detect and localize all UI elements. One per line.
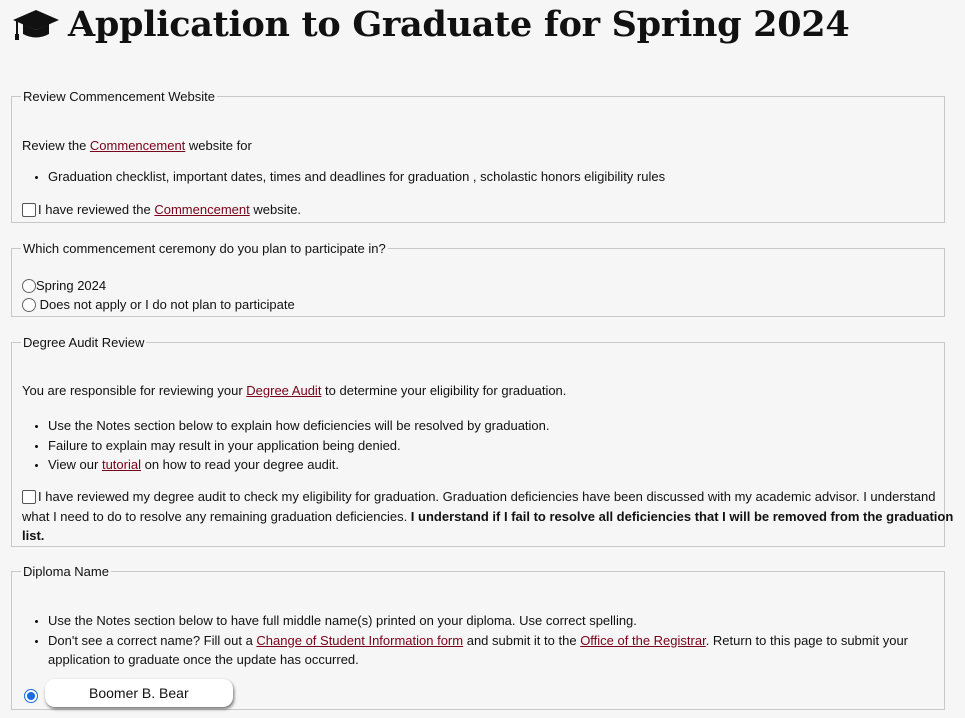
tutorial-link[interactable]: tutorial bbox=[101, 457, 141, 472]
diploma-bullets bbox=[22, 611, 908, 670]
list-item: • Don't see a correct name? Fill out a Change of Student Information form and submit it to the Office of the Registrar. Return to this page to submit your application to graduate once the update has occurred. bbox=[48, 631, 908, 670]
degree-audit-confirm-checkbox[interactable] bbox=[22, 490, 36, 504]
ceremony-radio-none[interactable] bbox=[22, 298, 36, 312]
commencement-confirm-link[interactable]: Commencement bbox=[154, 202, 250, 217]
commencement-legend: Review Commencement Website bbox=[23, 89, 215, 104]
ceremony-legend: Which commencement ceremony do you plan to participate in? bbox=[23, 241, 386, 256]
registrar-link[interactable]: Office of the Registrar bbox=[580, 632, 706, 648]
degree-audit-section bbox=[11, 335, 954, 547]
degree-audit-confirm: I have reviewed my degree audit to check my eligibility for graduation. Graduation deficiencies have been discussed with my academic advisor. I understand what I need to do to resolve any remaining graduation deficiencies. I understand if I fail to resolve all deficiencies that I will be removed from the graduation list. bbox=[22, 489, 954, 543]
ceremony-section bbox=[11, 241, 945, 317]
degree-audit-intro: You are responsible for reviewing your Degree Audit to determine your eligibility for graduation. bbox=[22, 383, 567, 398]
commencement-intro: Review the Commencement website for bbox=[22, 138, 252, 153]
degree-audit-link[interactable]: Degree Audit bbox=[246, 383, 322, 398]
commencement-confirm: I have reviewed the Commencement website. bbox=[22, 202, 301, 217]
diploma-section bbox=[11, 564, 945, 710]
page-title bbox=[12, 4, 849, 45]
diploma-legend: Diploma Name bbox=[23, 564, 109, 579]
ceremony-option-none[interactable]: Does not apply or I do not plan to participate bbox=[22, 297, 295, 312]
list-item: • View our tutorial on how to read your degree audit. bbox=[48, 455, 550, 475]
commencement-link[interactable]: Commencement bbox=[89, 138, 186, 153]
diploma-name-option[interactable]: Boomer B. Bear bbox=[45, 679, 233, 707]
page-title-text: Application to Graduate for Spring 2024 bbox=[68, 4, 850, 45]
list-item: • Use the Notes section below to explain how deficiencies will be resolved by graduation. bbox=[48, 416, 550, 436]
commencement-section bbox=[11, 89, 945, 223]
commencement-confirm-checkbox[interactable] bbox=[22, 203, 36, 217]
graduation-cap-icon bbox=[12, 7, 60, 43]
change-student-info-link[interactable]: Change of Student Information form bbox=[256, 632, 464, 648]
commencement-bullets bbox=[22, 167, 665, 187]
diploma-name-radio[interactable] bbox=[24, 689, 38, 703]
list-item: • Use the Notes section below to have full middle name(s) printed on your diploma. Use correct spelling. bbox=[48, 611, 908, 631]
ceremony-option-spring[interactable]: Spring 2024 bbox=[22, 278, 106, 293]
ceremony-radio-spring[interactable] bbox=[22, 279, 36, 293]
degree-audit-bullets bbox=[22, 416, 550, 475]
list-item: • Graduation checklist, important dates, times and deadlines for graduation , scholastic honors eligibility rules bbox=[48, 167, 665, 187]
degree-audit-legend: Degree Audit Review bbox=[23, 335, 145, 350]
list-item: • Failure to explain may result in your application being denied. bbox=[48, 436, 550, 456]
